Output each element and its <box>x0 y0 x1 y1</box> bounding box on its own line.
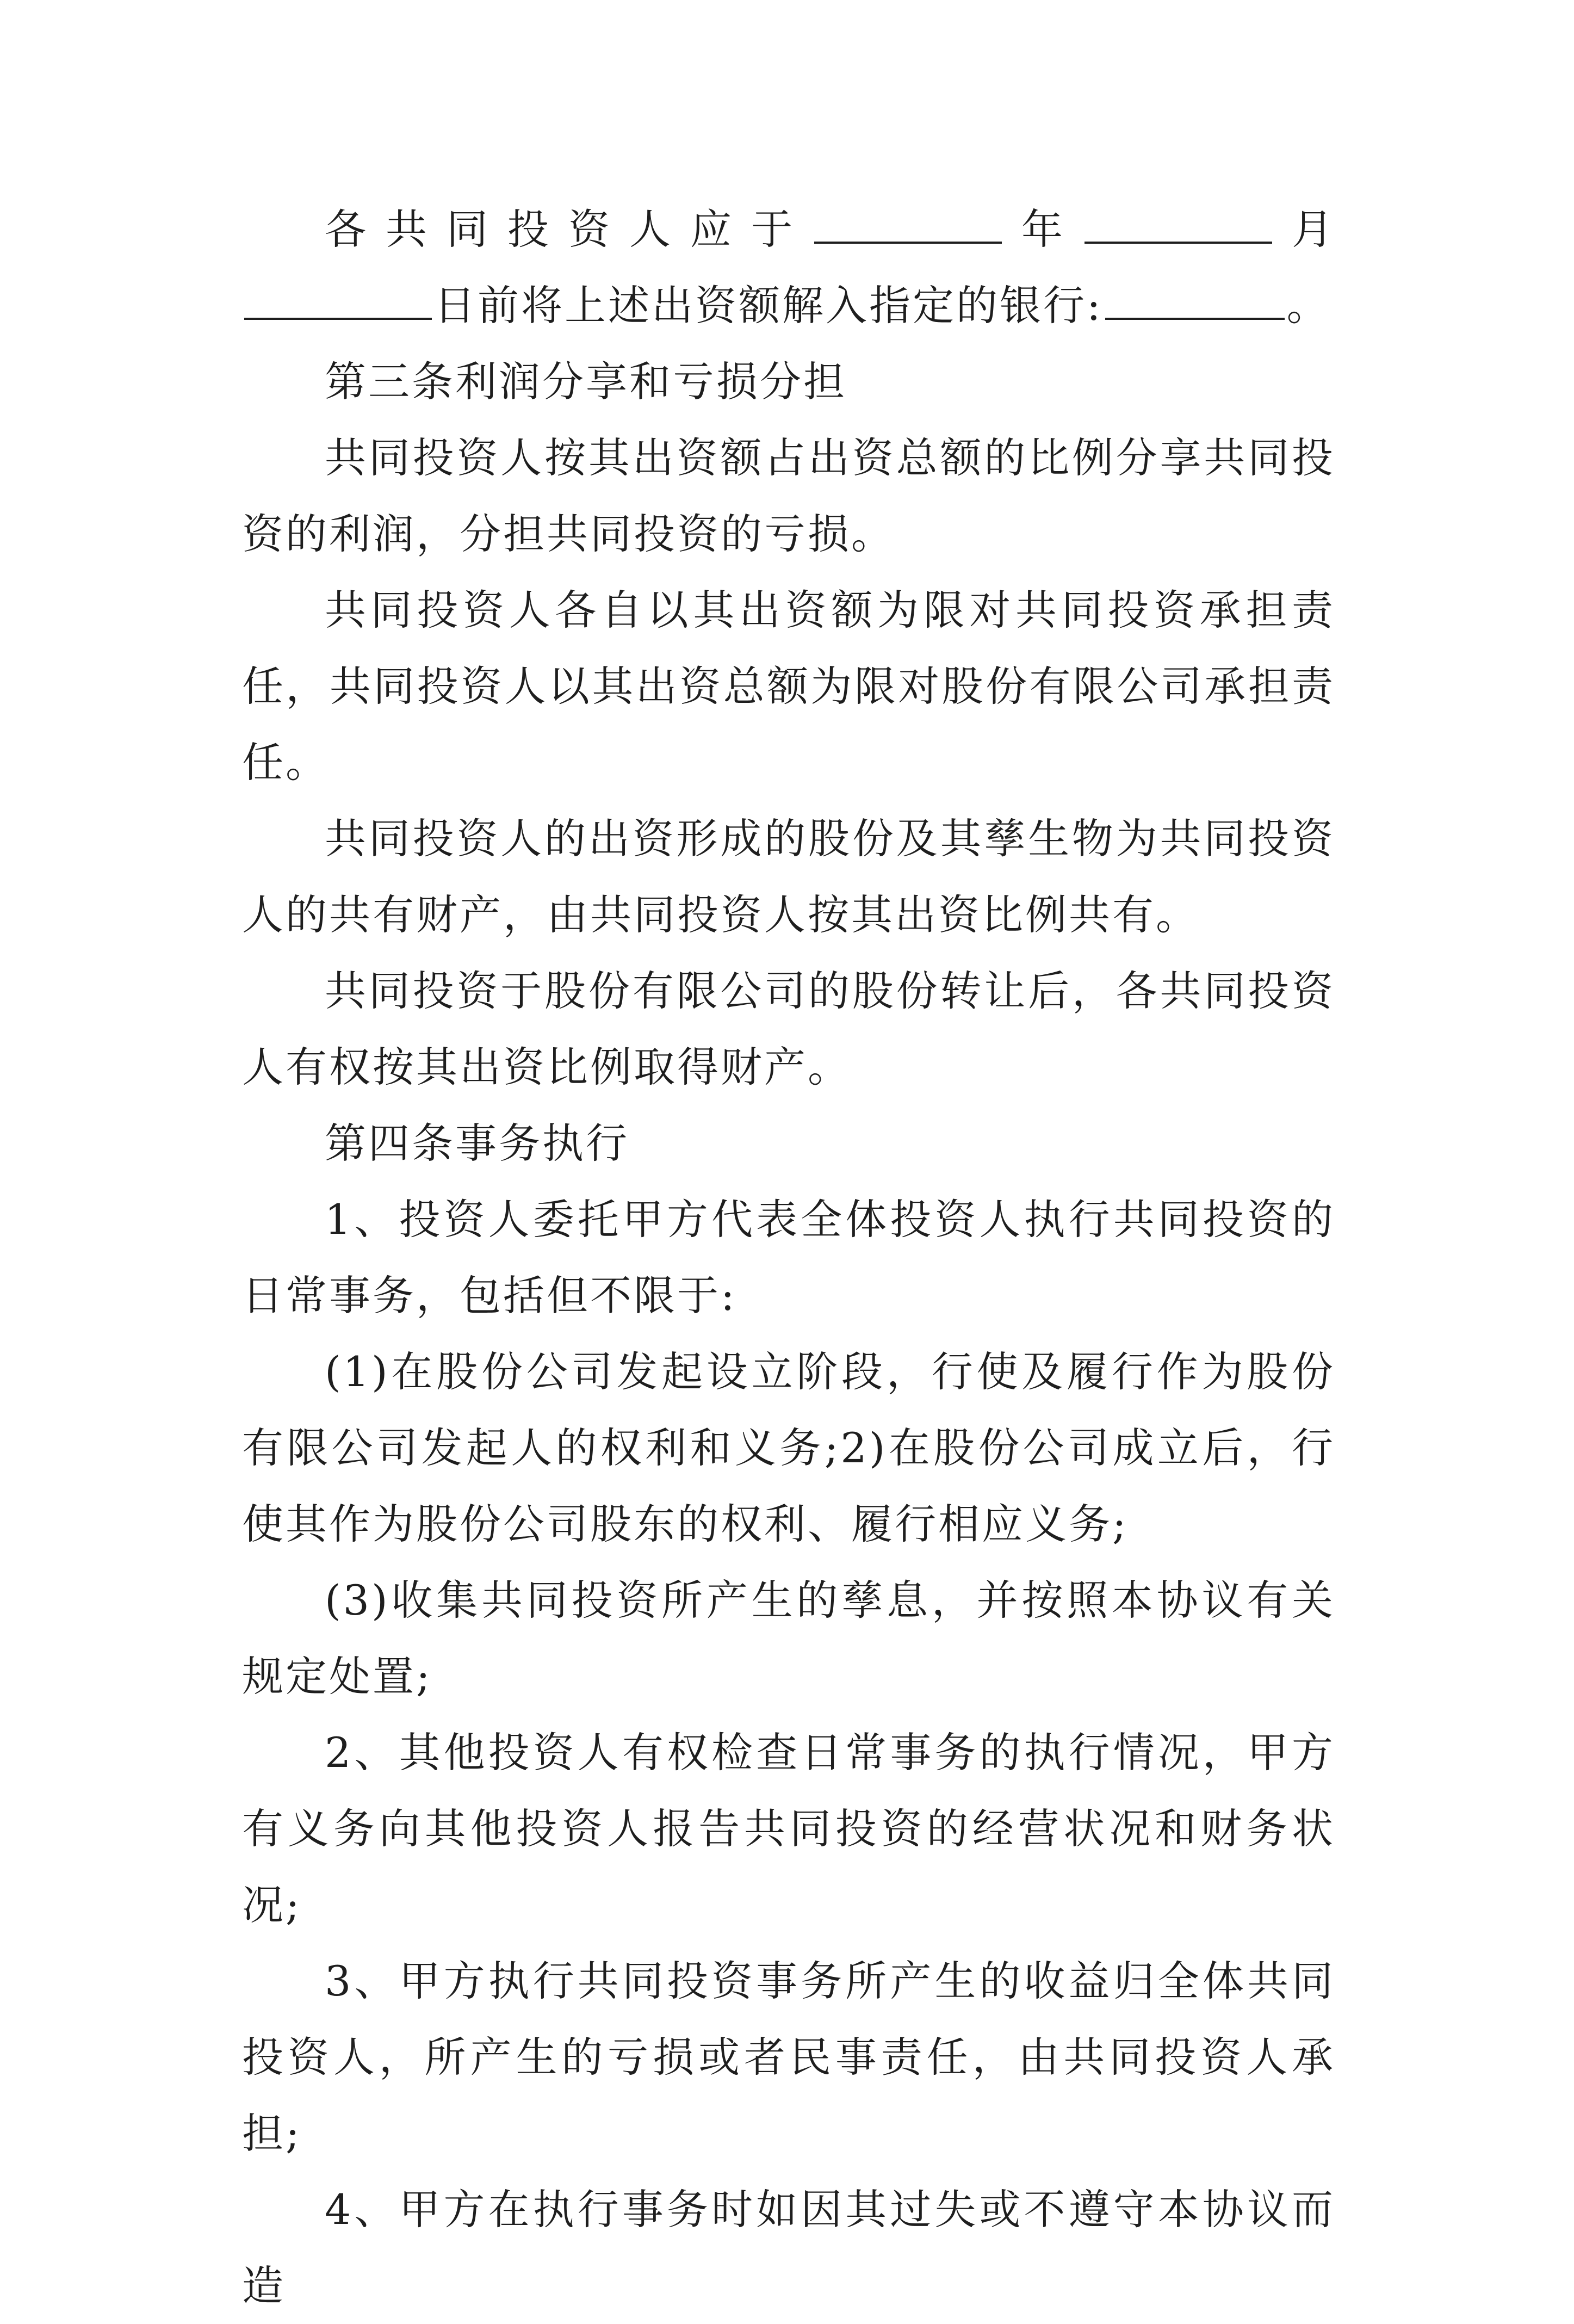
article3-paragraph-1: 共同投资人按其出资额占出资总额的比例分享共同投资的利润，分担共同投资的亏损。 <box>242 434 1335 558</box>
deadline-middle: 日前将上述出资额解入指定的银行: <box>434 281 1103 330</box>
year-label: 年 <box>1004 205 1082 254</box>
article3-paragraph-3: 共同投资人的出资形成的股份及其孳生物为共同投资人的共有财产，由共同投资人按其出资比例共有。 <box>242 814 1335 939</box>
article4-item-1: 1、投资人委托甲方代表全体投资人执行共同投资的日常事务，包括但不限于: <box>242 1195 1335 1320</box>
article4-item-2: 2、其他投资人有权检查日常事务的执行情况，甲方有义务向其他投资人报告共同投资的经营状况和财务状况; <box>242 1728 1335 1929</box>
deadline-suffix: 。 <box>1286 281 1330 330</box>
article3-title: 第三条利润分享和亏损分担 <box>325 357 847 406</box>
document-body <box>242 191 1335 2324</box>
deadline-prefix: 各共同投资人应于 <box>325 205 812 254</box>
year-blank <box>814 203 1002 244</box>
bank-blank <box>1105 280 1285 320</box>
month-label: 月 <box>1274 205 1335 254</box>
article3-paragraph-2: 共同投资人各自以其出资额为限对共同投资承担责任，共同投资人以其出资总额为限对股份有限公司承担责任。 <box>242 586 1335 787</box>
deadline-paragraph <box>242 191 1335 344</box>
article4-title: 第四条事务执行 <box>325 1119 629 1167</box>
article3-paragraph-4: 共同投资于股份有限公司的股份转让后，各共同投资人有权按其出资比例取得财产。 <box>242 967 1335 1091</box>
article4-item-1-sub-1: (1)在股份公司发起设立阶段，行使及履行作为股份有限公司发起人的权利和义务;2)在股份公司成立后，行使其作为股份公司股东的权利、履行相应义务; <box>242 1348 1335 1548</box>
month-blank <box>1085 203 1272 244</box>
article4-item-3: 3、甲方执行共同投资事务所产生的收益归全体共同投资人，所产生的亏损或者民事责任，由共同投资人承担; <box>242 1957 1335 2158</box>
day-blank <box>244 280 432 320</box>
article4-item-4: 4、甲方在执行事务时如因其过失或不遵守本协议而造 <box>242 2185 1335 2310</box>
article4-item-1-sub-3: (3)收集共同投资所产生的孳息，并按照本协议有关规定处置; <box>242 1576 1335 1701</box>
